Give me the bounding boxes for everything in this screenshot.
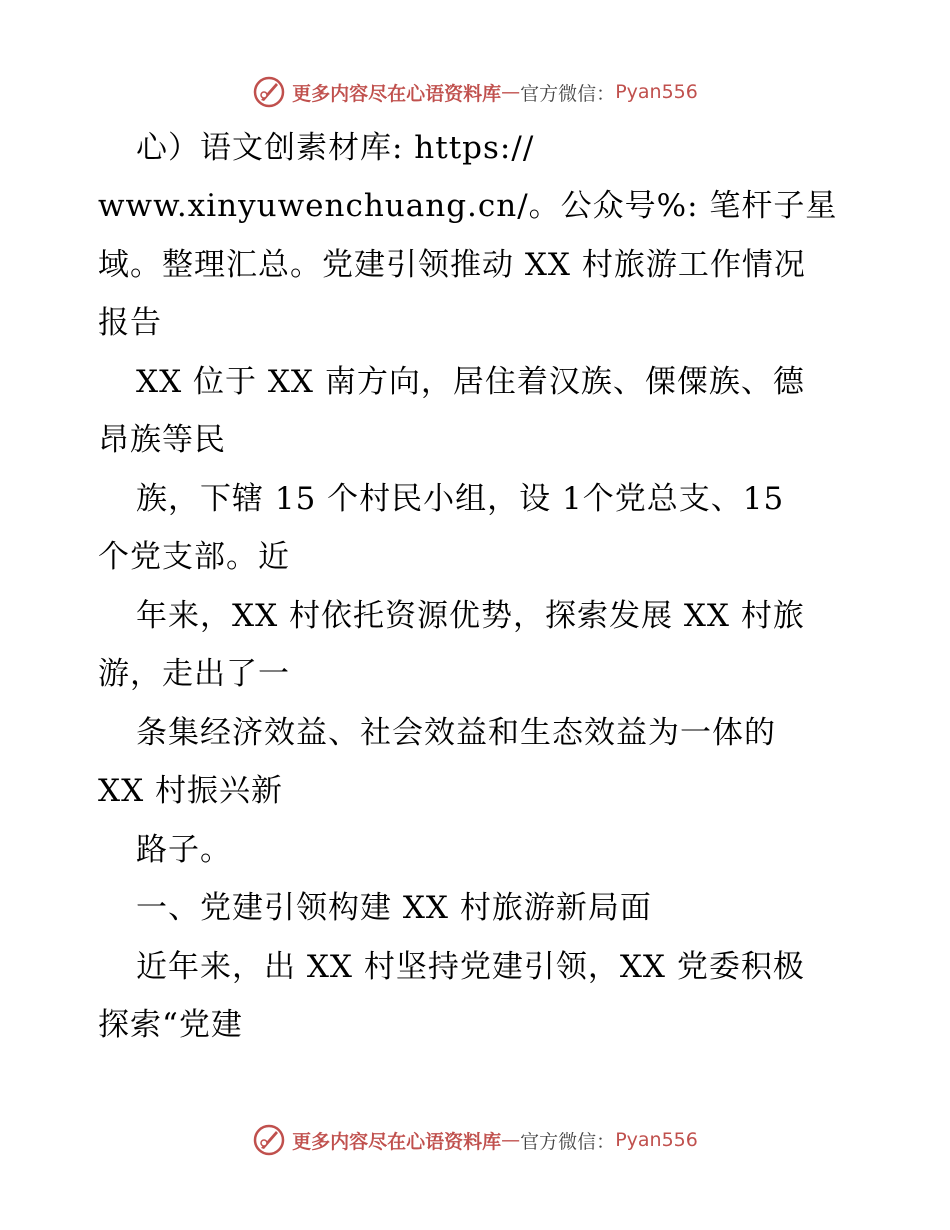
watermark-wechat-id: Pyan556 xyxy=(615,1129,698,1151)
text-line: XX 村振兴新 xyxy=(98,773,283,809)
text-line: 昂族等民 xyxy=(98,422,226,458)
watermark-wechat-label: 官方微信： xyxy=(520,1130,616,1153)
section-heading: 一、党建引领构建 XX 村旅游新局面 xyxy=(136,890,652,926)
watermark-wechat-label: 官方微信： xyxy=(520,82,616,105)
text-line: 族，下辖 15 个村民小组，设 1个党总支、15 xyxy=(136,481,785,517)
watermark-main-text: 更多内容尽在心语资料库 xyxy=(292,82,502,105)
footer-watermark xyxy=(0,1120,950,1160)
header-watermark xyxy=(0,72,950,112)
watermark-wechat-id: Pyan556 xyxy=(615,81,698,103)
quill-logo-icon xyxy=(252,75,286,109)
text-line: 年来，XX 村依托资源优势，探索发展 XX 村旅 xyxy=(136,598,805,634)
text-line: 报告 xyxy=(98,305,162,341)
watermark-separator: — xyxy=(501,1129,521,1151)
quill-logo-icon xyxy=(252,1123,286,1157)
text-line: 近年来，出 XX 村坚持党建引领，XX 党委积极 xyxy=(136,949,805,985)
text-line: www.xinyuwenchuang.cn/。公众号%: 笔杆子星 xyxy=(98,188,838,224)
text-line: 条集经济效益、社会效益和生态效益为一体的 xyxy=(136,715,776,751)
text-line: 域。整理汇总。党建引领推动 XX 村旅游工作情况 xyxy=(98,247,806,283)
text-line: XX 位于 XX 南方向，居住着汉族、傈僳族、德 xyxy=(136,364,805,400)
watermark-main-text: 更多内容尽在心语资料库 xyxy=(292,1130,502,1153)
text-line: 游，走出了一 xyxy=(98,656,290,692)
text-line: 个党支部。近 xyxy=(98,539,290,575)
text-line: 路子。 xyxy=(136,832,232,868)
watermark-separator: — xyxy=(501,81,521,103)
text-line: 心）语文创素材库: https:// xyxy=(136,130,535,166)
text-line: 探索“党建 xyxy=(98,1007,243,1043)
